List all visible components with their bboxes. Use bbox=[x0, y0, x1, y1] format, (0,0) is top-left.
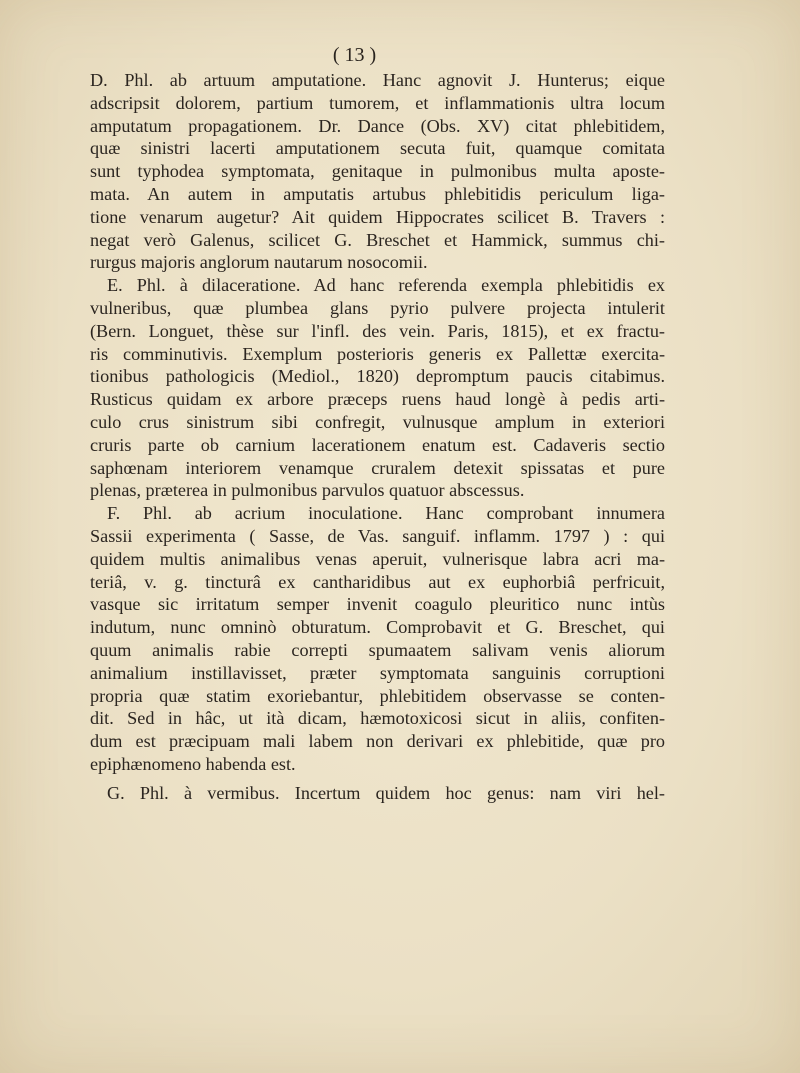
text-line: G. Phl. à vermibus. Incertum quidem hoc genus: nam viri hel- bbox=[107, 782, 665, 803]
text-line: F. Phl. ab acrium inoculatione. Hanc comprobant innumera bbox=[107, 503, 665, 524]
text-line: saphœnam interiorem venamque cruralem detexit spissatas et pure bbox=[90, 457, 665, 478]
text-line: D. Phl. ab artuum amputatione. Hanc agnovit J. Hunterus; eique bbox=[90, 70, 665, 90]
page-number: ( 13 ) bbox=[332, 44, 377, 66]
text-line: quæ sinistri lacerti amputationem secuta fuit, quamque comitata bbox=[90, 138, 665, 159]
text-line: dum est præcipuam mali labem non derivari ex phlebitide, quæ pro bbox=[90, 731, 665, 752]
text-line: sunt typhodea symptomata, genitaque in pulmonibus multa aposte- bbox=[90, 161, 665, 182]
text-line: indutum, nunc omninò obturatum. Comprobavit et G. Breschet, qui bbox=[90, 617, 665, 638]
text-line: Sassii experimenta ( Sasse, de Vas. sanguif. inflamm. 1797 ) : qui bbox=[90, 525, 665, 546]
text-line: rurgus majoris anglorum nautarum nosocomii. bbox=[90, 252, 428, 273]
text-line: E. Phl. à dilaceratione. Ad hanc referenda exempla phlebitidis ex bbox=[107, 275, 665, 296]
text-line: cruris parte ob carnium lacerationem enatum est. Cadaveris sectio bbox=[90, 434, 665, 455]
text-line: teriâ, v. g. tincturâ ex cantharidibus aut ex euphorbiâ perfricuit, bbox=[90, 571, 665, 592]
text-line: mata. An autem in amputatis artubus phlebitidis periculum liga- bbox=[90, 183, 665, 204]
text-line: (Bern. Longuet, thèse sur l'infl. des vein. Paris, 1815), et ex fractu- bbox=[90, 320, 665, 341]
text-line: dit. Sed in hâc, ut ità dicam, hæmotoxicosi sicut in aliis, confiten- bbox=[90, 708, 665, 729]
text-line: tionibus pathologicis (Mediol., 1820) depromptum paucis citabimus. bbox=[90, 366, 665, 387]
text-line: epiphænomeno habenda est. bbox=[90, 753, 296, 774]
text-line: tione venarum augetur? Ait quidem Hippocrates scilicet B. Travers : bbox=[90, 206, 665, 227]
text-line: Rusticus quidam ex arbore præceps ruens haud longè à pedis arti- bbox=[90, 389, 665, 410]
text-line: propria quæ statim exoriebantur, phlebitidem observasse se conten- bbox=[90, 685, 665, 706]
text-line: amputatum propagationem. Dr. Dance (Obs. XV) citat phlebitidem, bbox=[90, 115, 665, 136]
text-line: negat verò Galenus, scilicet G. Breschet et Hammick, summus chi- bbox=[90, 229, 665, 250]
text-line: vulneribus, quæ plumbea glans pyrio pulvere projecta intulerit bbox=[90, 297, 665, 318]
text-line: vasque sic irritatum semper invenit coagulo pleuritico nunc intùs bbox=[90, 594, 665, 615]
text-line: quum animalis rabie correpti spumaatem salivam venis aliorum bbox=[90, 639, 665, 660]
body-text bbox=[90, 69, 665, 805]
text-line: adscripsit dolorem, partium tumorem, et inflammationis ultra locum bbox=[90, 92, 665, 113]
text-line: plenas, præterea in pulmonibus parvulos quatuor abscessus. bbox=[90, 480, 525, 501]
text-line: quidem multis animalibus venas aperuit, vulnerisque labra acri ma- bbox=[90, 548, 665, 569]
text-line: animalium instillavisset, præter symptomata sanguinis corruptioni bbox=[90, 662, 665, 683]
text-line: ris comminutivis. Exemplum posterioris generis ex Pallettæ exercita- bbox=[90, 343, 665, 364]
text-line: culo crus sinistrum sibi confregit, vulnusque amplum in exteriori bbox=[90, 411, 665, 432]
